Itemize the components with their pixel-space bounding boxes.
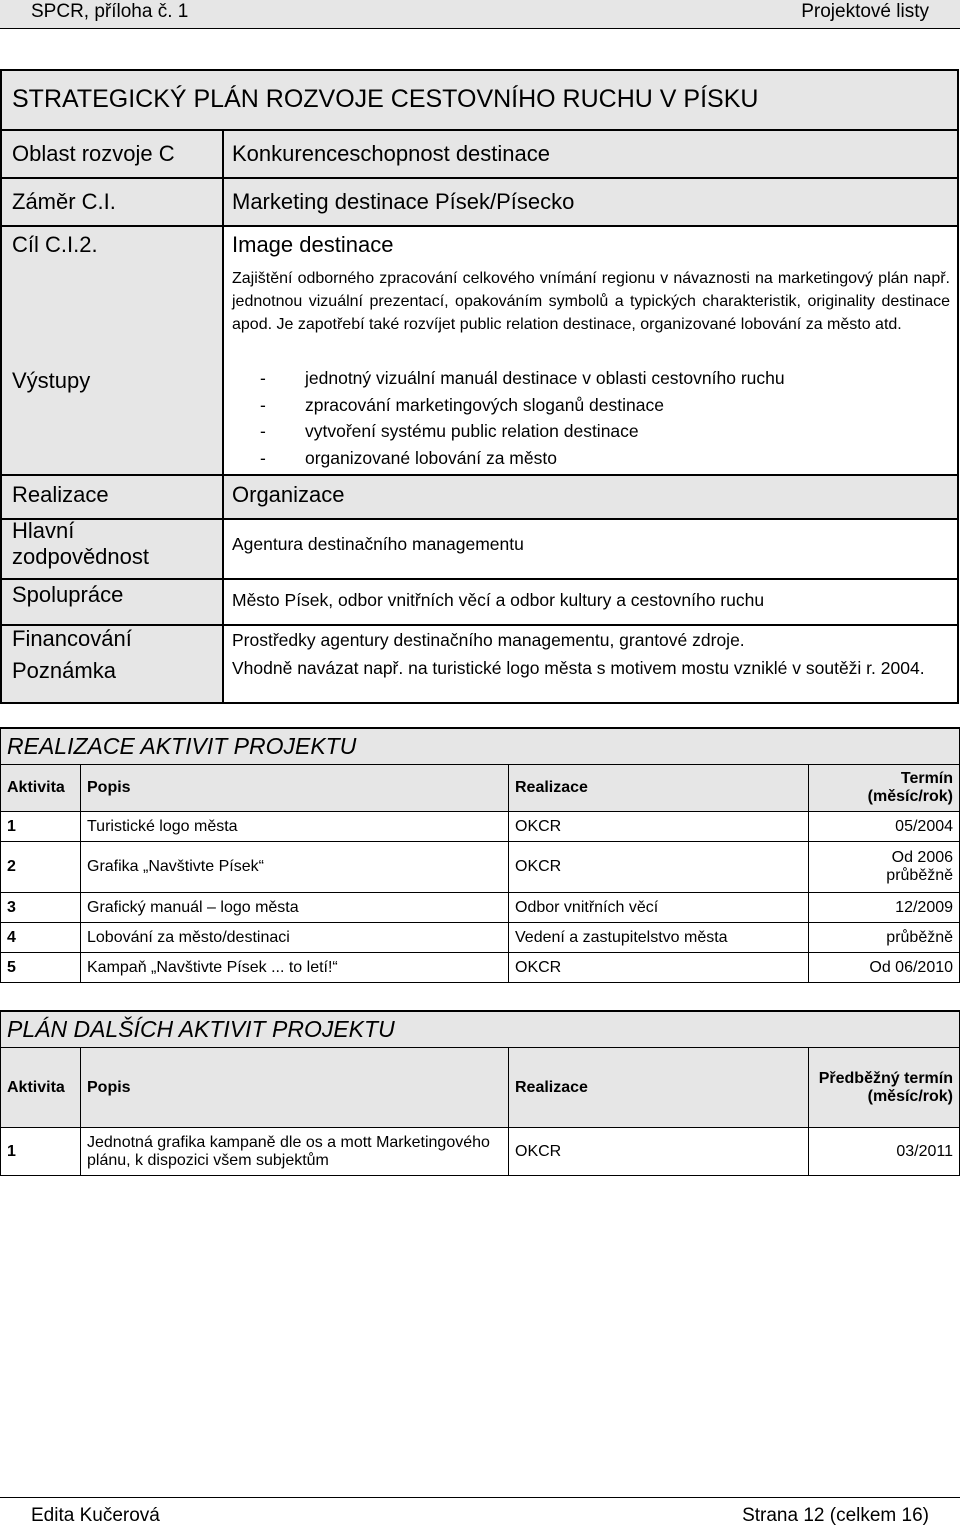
col-header-aktivita: Aktivita (1, 765, 81, 812)
col-header-aktivita: Aktivita (1, 1048, 81, 1128)
financovani-value: Prostředky agentury destinačního managementu, grantové zdroje. (232, 630, 745, 650)
strategic-plan-table (0, 69, 959, 704)
poznamka-value: Vhodně navázat např. na turistické logo města s motivem mostu vzniklé v soutěži r. 2004. (232, 658, 925, 678)
row-divider (2, 578, 957, 580)
table-row (1, 953, 960, 983)
activity-realizace: OKCR (509, 953, 809, 983)
vystupy-item: - organizované lobování za město (260, 445, 785, 472)
page-header (0, 0, 960, 28)
realizace-value: Organizace (232, 482, 345, 507)
activity-termin: 12/2009 (809, 893, 960, 923)
activity-realizace: Vedení a zastupitelstvo města (509, 923, 809, 953)
zamer-label: Záměr C.I. (12, 189, 116, 214)
footer-page-number: Strana 12 (celkem 16) (742, 1505, 929, 1526)
activity-realizace: OKCR (509, 812, 809, 842)
financovani-label: Financování (12, 626, 132, 651)
table-header-row (1, 1048, 960, 1128)
vystupy-list (260, 365, 785, 471)
vystupy-label: Výstupy (12, 368, 91, 393)
activity-termin: Od 2006 průběžně (809, 842, 960, 893)
row-divider (2, 624, 957, 626)
col-header-popis: Popis (81, 1048, 509, 1128)
activity-number: 4 (1, 923, 81, 953)
section-title-row (1, 728, 960, 765)
footer-divider (0, 1497, 960, 1498)
oblast-label: Oblast rozvoje C (12, 141, 175, 166)
activity-termin: Od 06/2010 (809, 953, 960, 983)
plan-title: STRATEGICKÝ PLÁN ROZVOJE CESTOVNÍHO RUCHU V PÍSKU (12, 85, 759, 113)
oblast-value: Konkurenceschopnost destinace (232, 141, 550, 166)
activity-description: Kampaň „Navštivte Písek ... to letí!“ (81, 953, 509, 983)
vystupy-item: - zpracování marketingových sloganů destinace (260, 392, 785, 419)
col-header-termin: Termín (měsíc/rok) (809, 765, 960, 812)
realizace-aktivit-title: REALIZACE AKTIVIT PROJEKTU (1, 728, 960, 765)
spoluprace-value: Město Písek, odbor vnitřních věcí a odbor kultury a cestovního ruchu (232, 590, 765, 610)
table-row (1, 842, 960, 893)
activity-realizace: OKCR (509, 1128, 809, 1176)
plan-label-column (2, 131, 222, 702)
activity-description: Lobování za město/destinaci (81, 923, 509, 953)
activity-number: 1 (1, 1128, 81, 1176)
row-divider (2, 474, 957, 476)
hlavni-label-line1: Hlavní (12, 518, 75, 543)
table-row (1, 923, 960, 953)
cil-description: Zajištění odborného zpracování celkového vnímání regionu v návaznosti na marketingový plán např. jednotnou vizuální prezentací, opakováním symbolů a typických charakteristik, originality destinace apod. Je zapotřebí také rozvíjet public relation destinace, organizované lobování za město atd. (232, 270, 950, 333)
table-header-row (1, 765, 960, 812)
activity-termin: průběžně (809, 923, 960, 953)
header-divider (0, 28, 960, 29)
poznamka-label: Poznámka (12, 658, 116, 683)
activity-termin: 05/2004 (809, 812, 960, 842)
activity-number: 3 (1, 893, 81, 923)
plan-column-divider (222, 131, 224, 702)
activity-number: 1 (1, 812, 81, 842)
col-header-termin: Předběžný termín (měsíc/rok) (809, 1048, 960, 1128)
col-header-realizace: Realizace (509, 765, 809, 812)
realizace-label: Realizace (12, 482, 109, 507)
footer-author: Edita Kučerová (31, 1505, 160, 1526)
activity-description: Jednotná grafika kampaně dle os a mott Marketingového plánu, k dispozici všem subjektům (81, 1128, 509, 1176)
zamer-value: Marketing destinace Písek/Písecko (232, 189, 575, 214)
table-row (1, 1128, 960, 1176)
activity-number: 2 (1, 842, 81, 893)
plan-dalsich-aktivit-table (0, 1010, 960, 1176)
activity-realizace: OKCR (509, 842, 809, 893)
hlavni-value: Agentura destinačního managementu (232, 534, 524, 554)
vystupy-item: - vytvoření systému public relation destinace (260, 418, 785, 445)
activity-description: Grafický manuál – logo města (81, 893, 509, 923)
vystupy-item: - jednotný vizuální manuál destinace v oblasti cestovního ruchu (260, 365, 785, 392)
header-left: SPCR, příloha č. 1 (31, 1, 189, 22)
plan-title-row (2, 71, 957, 131)
cil-label: Cíl C.I.2. (12, 232, 98, 257)
col-header-popis: Popis (81, 765, 509, 812)
col-header-realizace: Realizace (509, 1048, 809, 1128)
activity-realizace: Odbor vnitřních věcí (509, 893, 809, 923)
spoluprace-label: Spolupráce (12, 582, 124, 607)
realizace-aktivit-table (0, 727, 960, 983)
header-right: Projektové listy (801, 1, 929, 22)
row-divider (2, 518, 957, 520)
activity-termin: 03/2011 (809, 1128, 960, 1176)
hlavni-label-line2: zodpovědnost (12, 544, 149, 569)
row-divider (2, 225, 957, 227)
table-row (1, 893, 960, 923)
activity-number: 5 (1, 953, 81, 983)
row-divider (2, 177, 957, 179)
cil-value: Image destinace (232, 232, 394, 257)
activity-description: Grafika „Navštivte Písek“ (81, 842, 509, 893)
plan-dalsich-title: PLÁN DALŠÍCH AKTIVIT PROJEKTU (1, 1011, 960, 1048)
section-title-row (1, 1011, 960, 1048)
table-row (1, 812, 960, 842)
activity-description: Turistické logo města (81, 812, 509, 842)
